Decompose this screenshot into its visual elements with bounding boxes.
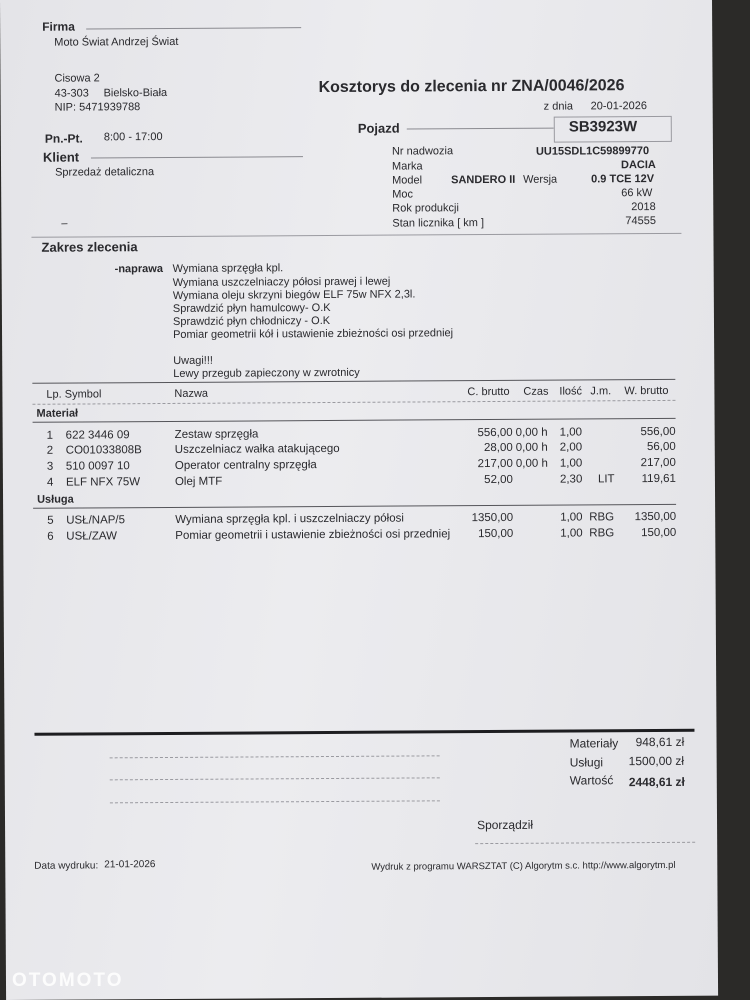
odometer-label: Stan licznika [ km ] — [392, 217, 485, 230]
row-lp: 5 — [47, 514, 54, 527]
vin-value: UU15SDL1C59899770 — [535, 145, 650, 158]
services-total-label: Usługi — [569, 755, 604, 770]
row-qty: 2,00 — [559, 441, 583, 454]
row-price: 556,00 — [477, 426, 513, 440]
client-value: Sprzedaż detaliczna — [55, 166, 155, 179]
row-time: 0,00 h — [515, 441, 548, 454]
year-label: Rok produkcji — [392, 202, 459, 215]
date-label: z dnia — [543, 100, 574, 113]
row-price: 28,00 — [483, 441, 513, 455]
col-value: W. brutto — [624, 384, 669, 398]
scope-line: Wymiana uszczelniaczy półosi prawej i lewej — [172, 275, 391, 289]
row-price: 1350,00 — [471, 511, 514, 525]
scope-line: Lewy przegub zapieczony w zwrotnicy — [173, 366, 360, 380]
make-label: Marka — [391, 160, 423, 173]
table-header-line — [32, 400, 675, 405]
company-nip: NIP: 5471939788 — [54, 101, 141, 114]
vin-label: Nr nadwozia — [391, 145, 454, 158]
row-value: 119,61 — [641, 472, 676, 486]
year-value: 2018 — [631, 200, 656, 214]
grand-total-label: Wartość — [569, 773, 614, 788]
row-name: Wymiana sprzęgła kpl. i uszczelniaczy półosi — [175, 512, 404, 526]
company-underline — [86, 27, 301, 29]
row-name: Uszczelniacz wałka atakującego — [174, 442, 340, 456]
program-credit: Wydruk z programu WARSZTAT (C) Algorytm s.c. http://www.algorytm.pl — [371, 859, 676, 873]
col-lp-symbol: Lp. Symbol — [46, 388, 102, 401]
row-symbol: 510 0097 10 — [65, 460, 130, 473]
client-label: Klient — [42, 149, 80, 165]
company-label: Firma — [42, 19, 75, 34]
row-time: 0,00 h — [515, 457, 548, 470]
totals-dash-line — [110, 755, 440, 758]
totals-dash-line — [110, 800, 440, 803]
row-value: 1350,00 — [634, 510, 677, 524]
opening-hours: 8:00 - 17:00 — [103, 131, 163, 144]
company-street: Cisowa 2 — [54, 72, 100, 85]
row-price: 150,00 — [478, 527, 514, 541]
scope-line: Wymiana sprzęgła kpl. — [172, 262, 284, 275]
row-time: 0,00 h — [515, 426, 548, 439]
col-time: Czas — [523, 385, 549, 398]
company-name: Moto Świat Andrzej Świat — [54, 35, 179, 49]
col-qty: Ilość — [559, 385, 583, 398]
print-date-label: Data wydruku: — [34, 860, 99, 872]
signature-line — [475, 842, 695, 844]
version-value: 0.9 TCE 12V — [591, 173, 655, 186]
row-name: Operator centralny sprzęgła — [174, 459, 317, 472]
header-divider — [31, 233, 681, 238]
document-date: 20-01-2026 — [590, 100, 647, 113]
row-price: 217,00 — [477, 457, 513, 471]
material-section-line — [33, 418, 676, 423]
version-label: Wersja — [523, 173, 558, 186]
row-qty: 2,30 — [559, 473, 583, 486]
row-value: 217,00 — [640, 456, 676, 470]
client-dash: – — [61, 217, 68, 230]
row-qty: 1,00 — [559, 457, 583, 470]
row-name: Zestaw sprzęgła — [174, 428, 259, 441]
row-lp: 4 — [46, 476, 54, 489]
print-date: 21-01-2026 — [104, 859, 156, 871]
signature-label: Sporządził — [477, 817, 534, 833]
license-plate: SB3923W — [568, 118, 638, 136]
totals-dash-line — [110, 777, 440, 780]
row-value: 56,00 — [646, 440, 676, 454]
row-value: 556,00 — [640, 425, 676, 439]
company-city: Bielsko-Biała — [103, 86, 168, 100]
row-lp: 3 — [46, 460, 54, 473]
row-unit: RBG — [589, 511, 615, 524]
model-value: SANDERO II — [451, 173, 516, 187]
vehicle-label: Pojazd — [357, 120, 400, 136]
row-unit: LIT — [597, 473, 615, 486]
row-qty: 1,00 — [560, 511, 583, 524]
hours-label: Pn.-Pt. — [44, 131, 83, 146]
row-qty: 1,00 — [559, 426, 583, 439]
col-price: C. brutto — [467, 385, 510, 399]
table-top-line — [32, 379, 675, 384]
otomoto-watermark — [12, 970, 123, 992]
power-label: Moc — [392, 188, 414, 201]
row-symbol: ELF NFX 75W — [65, 476, 141, 489]
odometer-value: 74555 — [625, 214, 656, 228]
row-qty: 1,00 — [560, 527, 583, 540]
row-name: Olej MTF — [174, 475, 223, 488]
vehicle-underline — [407, 128, 554, 130]
row-lp: 6 — [47, 530, 54, 543]
scope-line: Uwagi!!! — [173, 354, 213, 367]
model-label: Model — [392, 174, 423, 187]
company-postal: 43-303 — [54, 87, 89, 100]
scope-line: Wymiana oleju skrzyni biegów ELF 75w NFX 2,3l. — [172, 288, 416, 302]
services-total: 1500,00 zł — [628, 753, 685, 769]
row-lp: 1 — [46, 429, 54, 442]
grand-total: 2448,61 zł — [628, 774, 685, 790]
row-lp: 2 — [46, 444, 54, 457]
row-price: 52,00 — [484, 473, 513, 487]
repair-label: -naprawa — [114, 263, 163, 276]
scope-line: Pomiar geometrii kół i ustawienie zbieżności osi przedniej — [173, 327, 454, 341]
row-unit: RBG — [589, 527, 615, 540]
materials-total-label: Materiały — [569, 736, 619, 751]
make-value: DACIA — [620, 158, 656, 172]
document-title: Kosztorys do zlecenia nr ZNA/0046/2026 — [318, 77, 625, 97]
totals-divider — [34, 729, 694, 736]
materials-total: 948,61 zł — [635, 734, 685, 750]
row-symbol: CO01033808B — [65, 444, 142, 457]
client-underline — [91, 156, 303, 158]
row-symbol: 622 3446 09 — [65, 429, 130, 442]
scope-label: Zakres zlecenia — [41, 239, 138, 255]
service-section-label: Usługa — [37, 493, 74, 506]
row-value: 150,00 — [641, 526, 677, 540]
col-unit: J.m. — [590, 385, 612, 398]
power-value: 66 kW — [621, 187, 653, 200]
row-symbol: USŁ/NAP/5 — [66, 514, 126, 527]
service-section-line — [33, 504, 676, 509]
col-name: Nazwa — [174, 387, 209, 400]
watermark-text: OTOMOTO — [12, 970, 124, 991]
row-symbol: USŁ/ZAW — [66, 530, 118, 543]
scope-line: Sprawdzić płyn hamulcowy- O.K — [172, 301, 331, 315]
row-name: Pomiar geometrii i ustawienie zbieżności osi przedniej — [175, 528, 451, 542]
material-section-label: Materiał — [36, 407, 79, 420]
scope-line: Sprawdzić płyn chłodniczy - O.K — [172, 314, 331, 328]
